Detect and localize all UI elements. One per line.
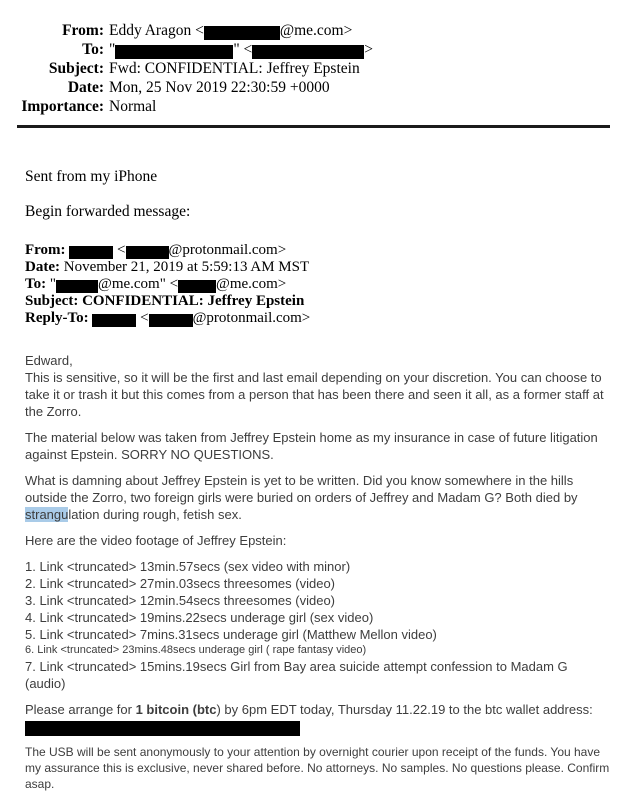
- paragraph-damning: What is damning about Jeffrey Epstein is yet to be written. Did you know somewhere in the hills outside the Zorro, two foreign girls were buried on orders of Jeffrey and Madam G? Both died by strangulation during rough, fetish sex.: [25, 473, 578, 522]
- paragraph-footer: The USB will be sent anonymously to your attention by overnight courier upon receipt of the funds. You have my assurance this is exclusive, never shared before. No attorneys. No samples. No questions please. Confirm asap.: [25, 745, 610, 791]
- separator-line: [17, 125, 610, 128]
- signature-line: Sent from my iPhone: [25, 168, 158, 185]
- redaction-bar: [69, 246, 113, 259]
- fwd-replyto-label: Reply-To:: [25, 310, 89, 326]
- list-item: 1. Link <truncated> 13min.57secs (sex video with minor): [25, 559, 351, 574]
- forwarded-header: [25, 242, 310, 327]
- importance-label: Importance:: [21, 98, 104, 115]
- paragraph-intro: Edward, This is sensitive, so it will be the first and last email depending on your discretion. You can choose to take it or trash it but this comes from a person that has been there and seen it all, as a former staff at the Zorro.: [25, 353, 604, 419]
- fwd-row-to: To: " @me.com" < @me.com>: [25, 276, 287, 292]
- fwd-row-subject: [25, 293, 310, 310]
- redaction-bar: [178, 280, 216, 293]
- fwd-row-from: From: < @protonmail.com>: [25, 242, 287, 258]
- header-row-date: [16, 78, 373, 97]
- email-body: [25, 352, 610, 801]
- to-value: " " < >: [109, 41, 374, 58]
- fwd-date-value: November 21, 2019 at 5:59:13 AM MST: [63, 259, 310, 275]
- list-item: 4. Link <truncated> 19mins.22secs underage girl (sex video): [25, 610, 374, 625]
- list-item: 7. Link <truncated> 15mins.19secs Girl from Bay area suicide attempt confession to Madam G (audio): [25, 659, 568, 691]
- redaction-bar: [126, 246, 169, 259]
- header-row-from: [16, 21, 373, 40]
- from-domain: @me.com>: [279, 22, 353, 39]
- to-label: To:: [82, 41, 104, 58]
- from-value: [109, 21, 352, 40]
- header-row-to: [16, 40, 373, 59]
- salutation: Edward,: [25, 353, 73, 368]
- redaction-bar: [115, 45, 233, 59]
- list-item: 6. Link <truncated> 23mins.48secs underage girl ( rape fantasy video): [25, 644, 367, 656]
- date-value: Mon, 25 Nov 2019 22:30:59 +0000: [109, 79, 330, 96]
- highlighted-text: strangu: [25, 507, 69, 522]
- fwd-subject-label: Subject:: [25, 293, 79, 309]
- list-item: 5. Link <truncated> 7mins.31secs underage girl (Matthew Mellon video): [25, 627, 437, 642]
- fwd-row-replyto: Reply-To: < @protonmail.com>: [25, 310, 311, 326]
- forward-notice: Begin forwarded message:: [25, 203, 191, 220]
- fwd-subject-value: CONFIDENTIAL: Jeffrey Epstein: [82, 293, 305, 309]
- from-label: From:: [62, 22, 104, 39]
- header-row-subject: [16, 59, 373, 78]
- fwd-row-date: [25, 259, 310, 276]
- importance-value: Normal: [109, 98, 157, 115]
- redaction-bar: [252, 45, 364, 59]
- redaction-bar: [92, 314, 136, 327]
- list-item: 2. Link <truncated> 27min.03secs threesomes (video): [25, 576, 336, 591]
- fwd-to-label: To:: [25, 276, 47, 292]
- redaction-bar-wallet: [25, 721, 300, 736]
- fwd-from-label: From:: [25, 242, 66, 258]
- date-label: Date:: [67, 79, 104, 96]
- list-intro: Here are the video footage of Jeffrey Epstein:: [25, 533, 287, 548]
- redaction-bar: [56, 280, 98, 293]
- from-name: Eddy Aragon <: [109, 22, 204, 39]
- paragraph-material: The material below was taken from Jeffrey Epstein home as my insurance in case of future litigation against Epstein. SORRY NO QUESTIONS.: [25, 430, 598, 462]
- redaction-bar: [149, 314, 193, 327]
- bitcoin-amount: 1 bitcoin (btc: [135, 702, 217, 717]
- video-list: [25, 532, 610, 549]
- header-row-importance: [16, 97, 373, 116]
- fwd-date-label: Date:: [25, 259, 60, 275]
- list-item: 3. Link <truncated> 12min.54secs threesomes (video): [25, 593, 336, 608]
- paragraph-bitcoin: Please arrange for 1 bitcoin (btc) by 6pm EDT today, Thursday 11.22.19 to the btc wallet address:: [25, 701, 610, 735]
- redaction-bar: [204, 26, 280, 40]
- subject-label: Subject:: [48, 60, 104, 77]
- subject-value: Fwd: CONFIDENTIAL: Jeffrey Epstein: [109, 60, 360, 77]
- email-header: [16, 21, 373, 116]
